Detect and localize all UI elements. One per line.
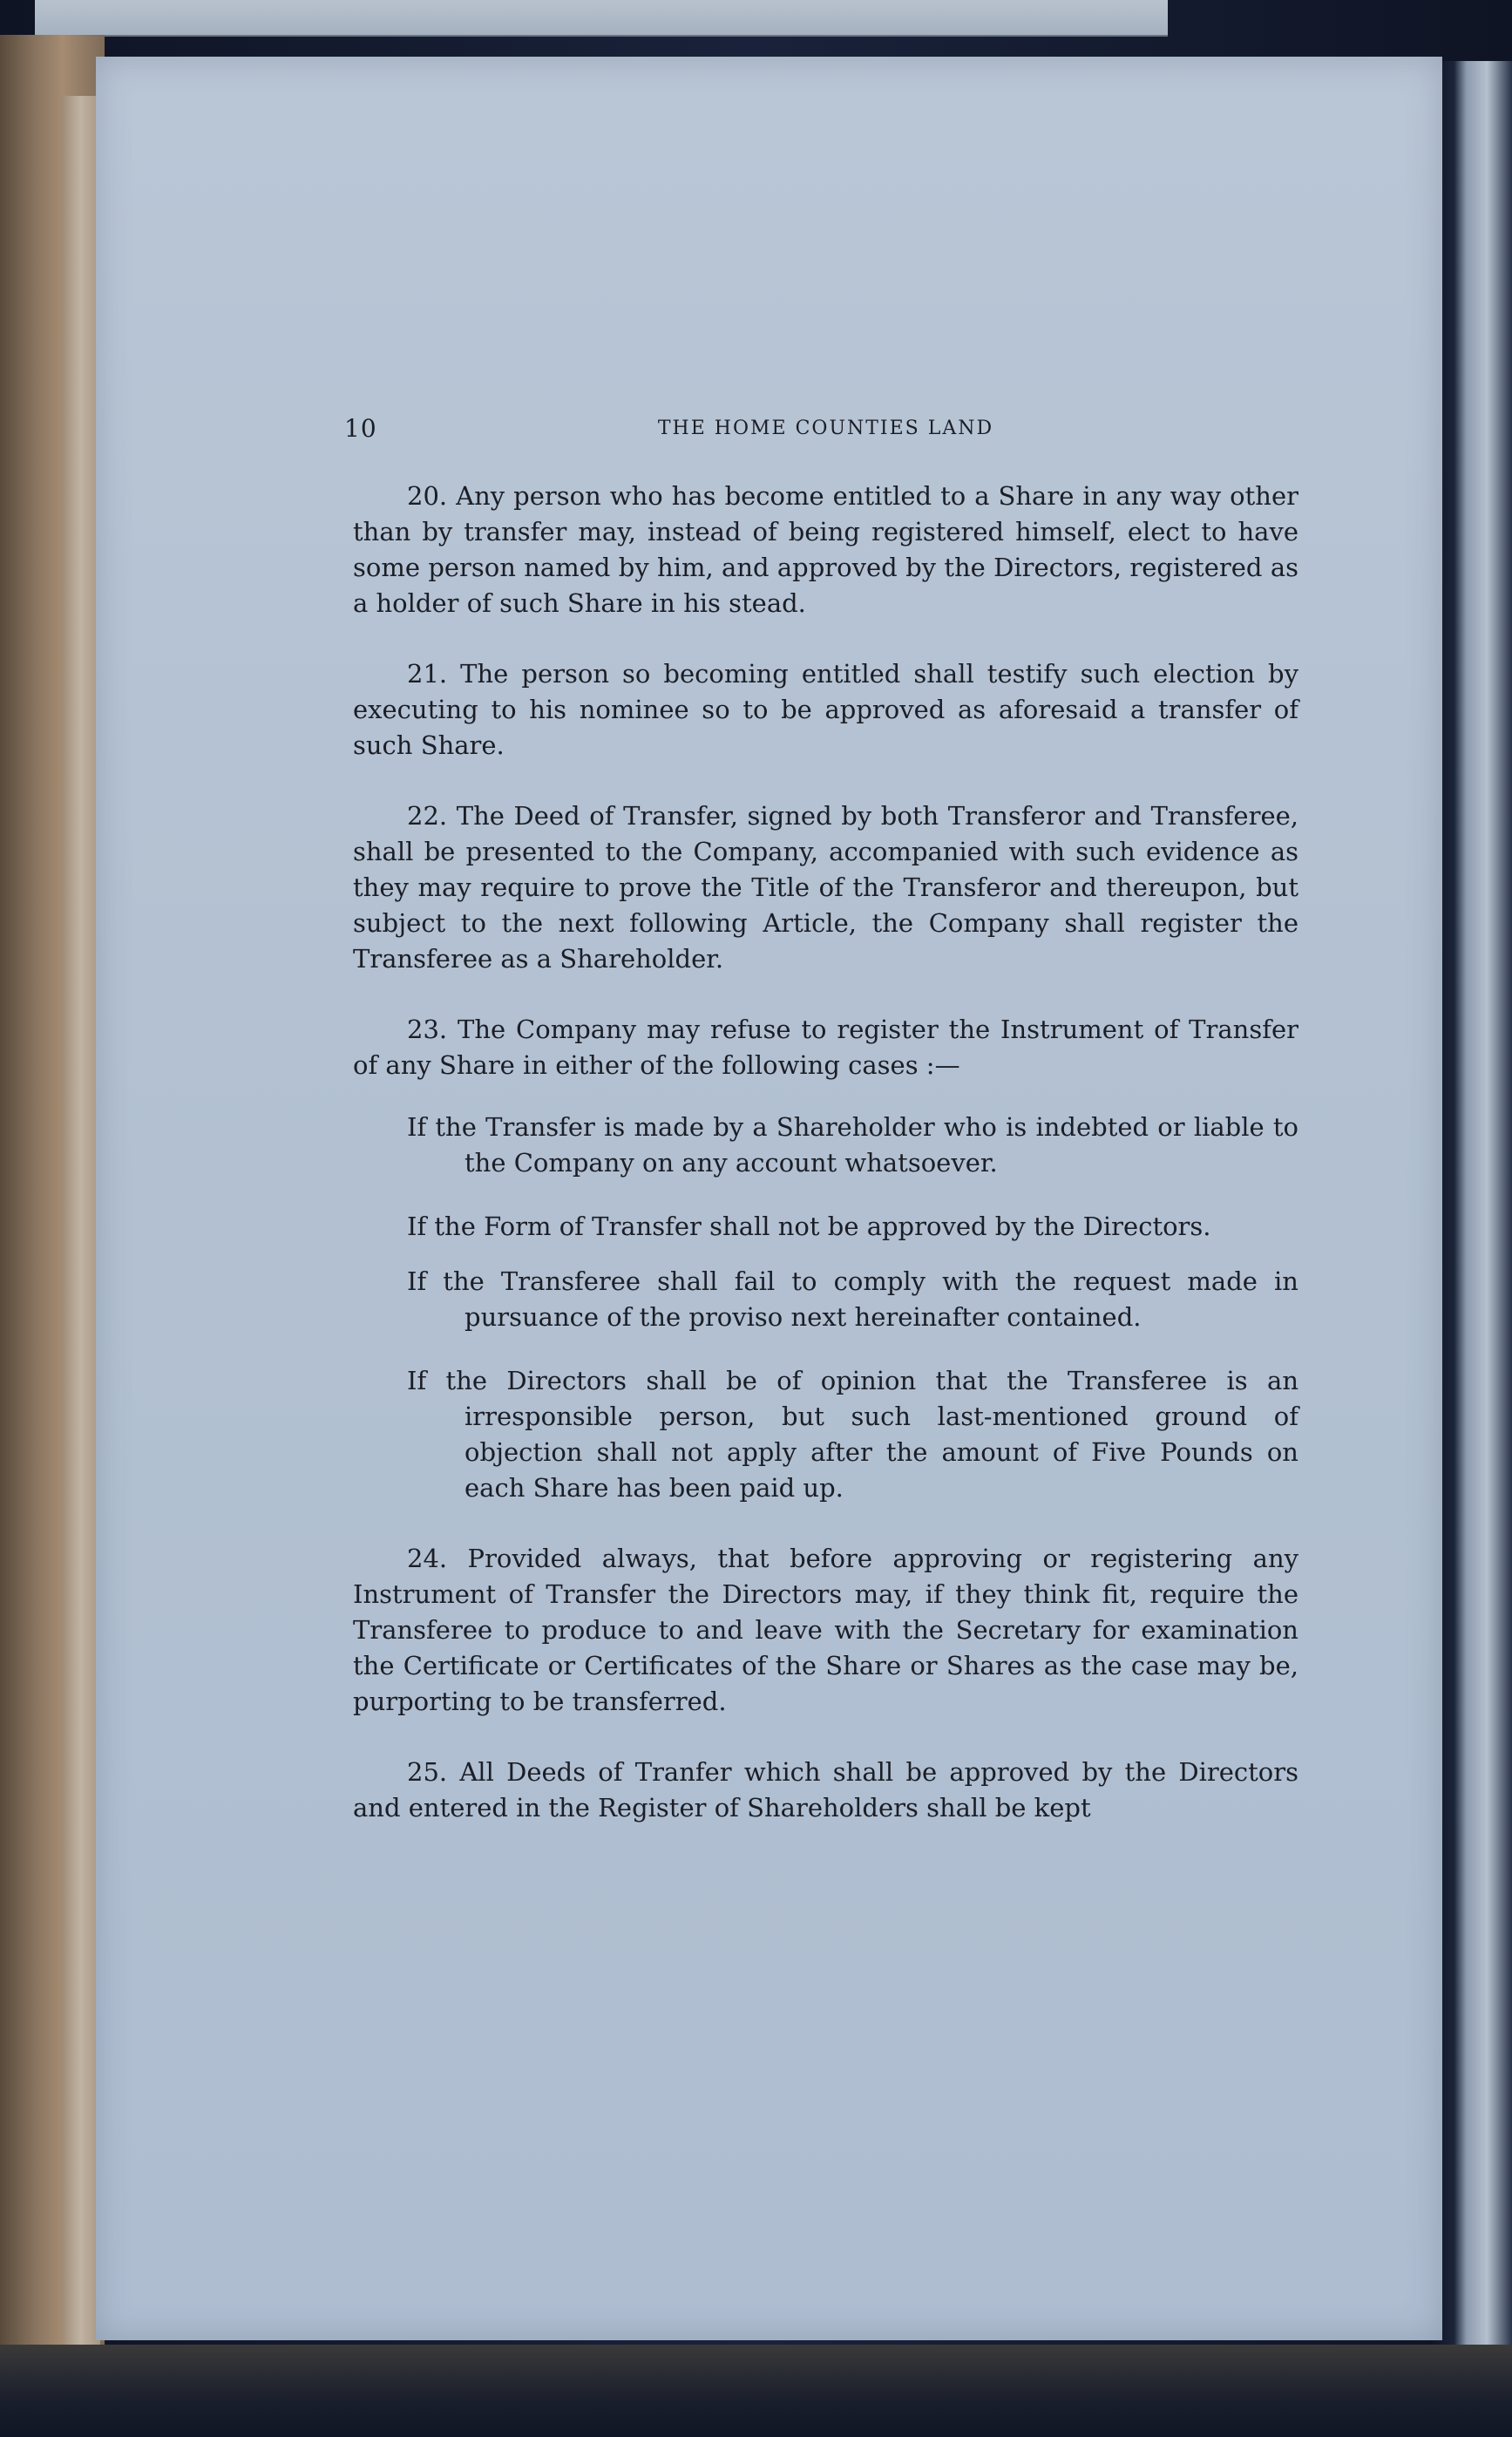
article-21: 21. The person so becoming entitled shall testify such election by executing to his nominee so to be approved as aforesaid a transfer of such Share. (353, 659, 1298, 760)
article-23: 23. The Company may refuse to register the Instrument of Transfer of any Share in either of the following cases :— (353, 1015, 1298, 1080)
article-24: 24. Provided always, that before approving or registering any Instrument of Transfer the Directors may, if they think fit, require the Transferee to produce to and leave with the Secretary for examination the Certificate or Certificates of the Share or Shares as the case may be, purporting to be transferred. (353, 1544, 1298, 1716)
document-page (96, 57, 1442, 2340)
case-form-not-approved: If the Form of Transfer shall not be approved by the Directors. (407, 1212, 1211, 1241)
page-header (344, 414, 1298, 466)
running-head: THE HOME COUNTIES LAND (657, 417, 994, 439)
page-text-block (344, 414, 1298, 1826)
case-irresponsible-person: If the Directors shall be of opinion that the Transferee is an irresponsible person, but such last-mentioned ground of objection shall not apply after the amount of Five Pounds on each Share has been paid up. (407, 1366, 1298, 1503)
article-22: 22. The Deed of Transfer, signed by both Transferor and Transferee, shall be presented to the Company, accompanied with such evidence as they may require to prove the Title of the Transferor and thereupon, but subject to the next following Article, the Company shall register the Transferee as a Shareholder. (353, 801, 1298, 974)
scan-bottom-margin (0, 2345, 1512, 2437)
article-25: 25. All Deeds of Tranfer which shall be approved by the Directors and entered in the Register of Shareholders shall be kept (353, 1757, 1298, 1823)
article-20: 20. Any person who has become entitled to a Share in any way other than by transfer may, instead of being registered himself, elect to have some person named by him, and approved by the Directors, registered as a holder of such Share in his stead. (353, 481, 1298, 618)
worn-page-edges (61, 96, 100, 2379)
page-number: 10 (344, 414, 377, 443)
case-indebted: If the Transfer is made by a Shareholder who is indebted or liable to the Company on any account whatsoever. (407, 1112, 1298, 1178)
case-fail-to-comply: If the Transferee shall fail to comply with the request made in pursuance of the proviso next hereinafter contained. (407, 1266, 1298, 1332)
previous-page-edge (35, 0, 1168, 37)
book-binding-left (0, 35, 105, 2388)
